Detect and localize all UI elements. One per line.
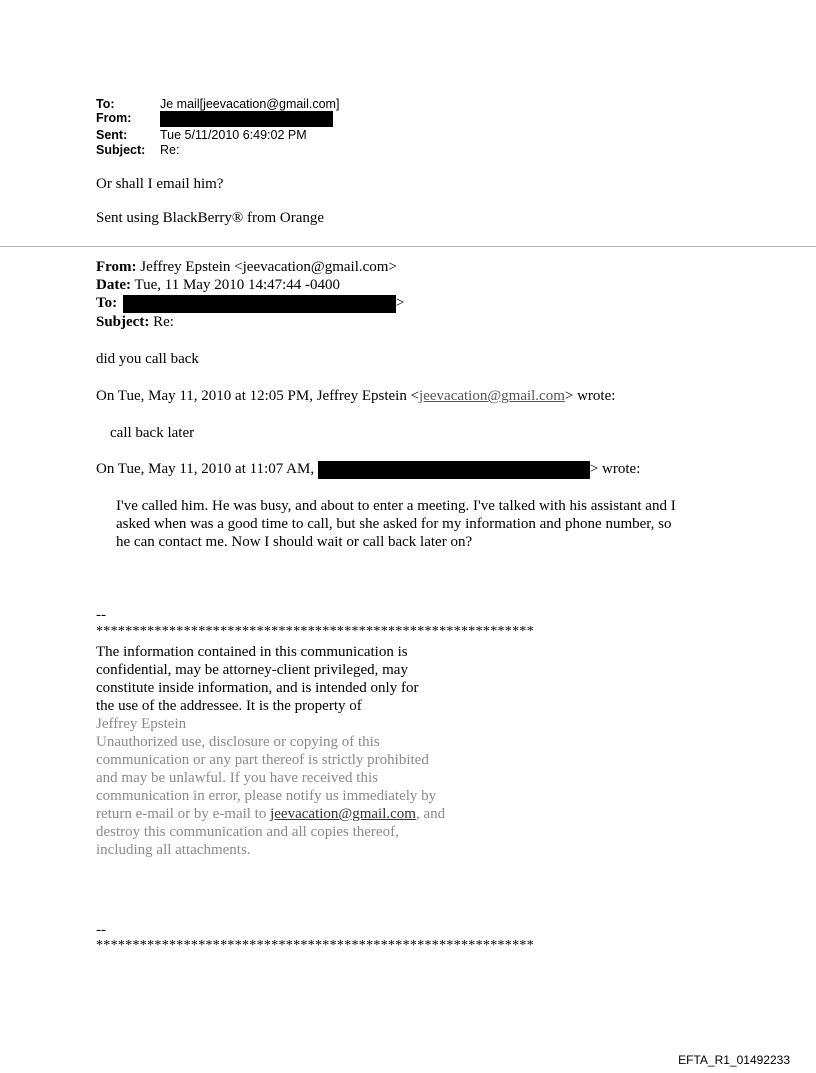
on-line-2: [96, 460, 640, 479]
quoted-from-value: Jeffrey Epstein <jeevacation@gmail.com>: [140, 259, 397, 275]
disclaimer-grey-line: Jeffrey Epstein: [96, 716, 187, 732]
sent-value: Tue 5/11/2010 6:49:02 PM: [160, 128, 307, 142]
subject-label: Subject:: [96, 143, 146, 157]
subject-value: Re:: [160, 143, 180, 157]
header-subject-row: [96, 143, 179, 157]
redaction-block: [123, 295, 396, 313]
on-line-2-suffix: > wrote:: [589, 461, 641, 477]
on-line-1-prefix: On Tue, May 11, 2010 at 12:05 PM, Jeffrey Epstein <: [96, 388, 420, 404]
on-line-2-prefix: On Tue, May 11, 2010 at 11:07 AM,: [96, 461, 315, 477]
sig-dashes: --: [96, 607, 106, 623]
on-line-1-suffix: > wrote:: [564, 388, 616, 404]
disclaimer-grey-line: communication or any part thereof is strictly prohibited: [96, 752, 429, 768]
sig-stars-2: ************************************************************: [96, 938, 534, 953]
reply-line-2: Sent using BlackBerry® from Orange: [96, 210, 325, 226]
quoted-date-label: Date:: [96, 277, 131, 293]
quoted-to-label: To:: [96, 295, 118, 311]
quoted-from-row: [96, 258, 397, 276]
header-from-row: [96, 111, 333, 127]
sig-dashes-2: --: [96, 922, 106, 938]
to-label: To:: [96, 97, 115, 111]
disclaimer-line: constitute inside information, and is intended only for: [96, 680, 419, 696]
header-to-row: [96, 97, 339, 111]
email-link[interactable]: jeevacation@gmail.com: [419, 388, 565, 404]
disclaimer-grey-line: destroy this communication and all copies thereof,: [96, 824, 399, 840]
header-sent-row: [96, 128, 307, 142]
quoted-date-value: Tue, 11 May 2010 14:47:44 -0400: [134, 277, 341, 293]
call-back-later: call back later: [110, 425, 195, 441]
from-label: From:: [96, 111, 132, 126]
grey-prefix: return e-mail or by e-mail to: [96, 806, 271, 822]
disclaimer-block: [96, 643, 456, 859]
reply-line-1: Or shall I email him?: [96, 176, 224, 192]
para-line: I've called him. He was busy, and about to enter a meeting. I've talked with his assistant and I: [116, 498, 676, 514]
to-value: Je mail[jeevacation@gmail.com]: [160, 97, 340, 111]
redaction-block: [160, 111, 333, 127]
disclaimer-grey-line: and may be unlawful. If you have received this: [96, 770, 378, 786]
disclaimer-line: confidential, may be attorney-client privileged, may: [96, 662, 408, 678]
redaction-block: [318, 461, 590, 479]
disclaimer-line: The information contained in this communication is: [96, 644, 408, 660]
quoted-subject-row: [96, 313, 174, 331]
para-line: he can contact me. Now I should wait or call back later on?: [116, 534, 473, 550]
sent-label: Sent:: [96, 128, 128, 142]
disclaimer-grey-line: including all attachments.: [96, 842, 251, 858]
disclaimer-line: the use of the addressee. It is the property of: [96, 698, 362, 714]
did-you-call-back: did you call back: [96, 351, 199, 367]
disclaimer-grey-line: communication in error, please notify us immediately by: [96, 788, 437, 804]
grey-suffix: , and: [415, 806, 446, 822]
disclaimer-grey-line-with-link: [96, 805, 456, 823]
para-line: asked when was a good time to call, but she asked for my information and phone number, so: [116, 516, 672, 532]
sig-stars: ************************************************************: [96, 624, 534, 639]
quoted-subject-label: Subject:: [96, 314, 150, 330]
quoted-from-label: From:: [96, 259, 137, 275]
quoted-paragraph: [116, 497, 676, 551]
quoted-date-row: [96, 276, 340, 294]
email-link[interactable]: jeevacation@gmail.com: [270, 806, 416, 822]
message-divider: [0, 246, 816, 247]
disclaimer-grey-line: Unauthorized use, disclosure or copying of this: [96, 734, 380, 750]
quoted-to-suffix: >: [395, 295, 405, 311]
on-line-1: [96, 387, 615, 405]
document-id: EFTA_R1_01492233: [678, 1053, 790, 1067]
quoted-subject-value: Re:: [153, 314, 174, 330]
quoted-to-row: [96, 294, 404, 313]
